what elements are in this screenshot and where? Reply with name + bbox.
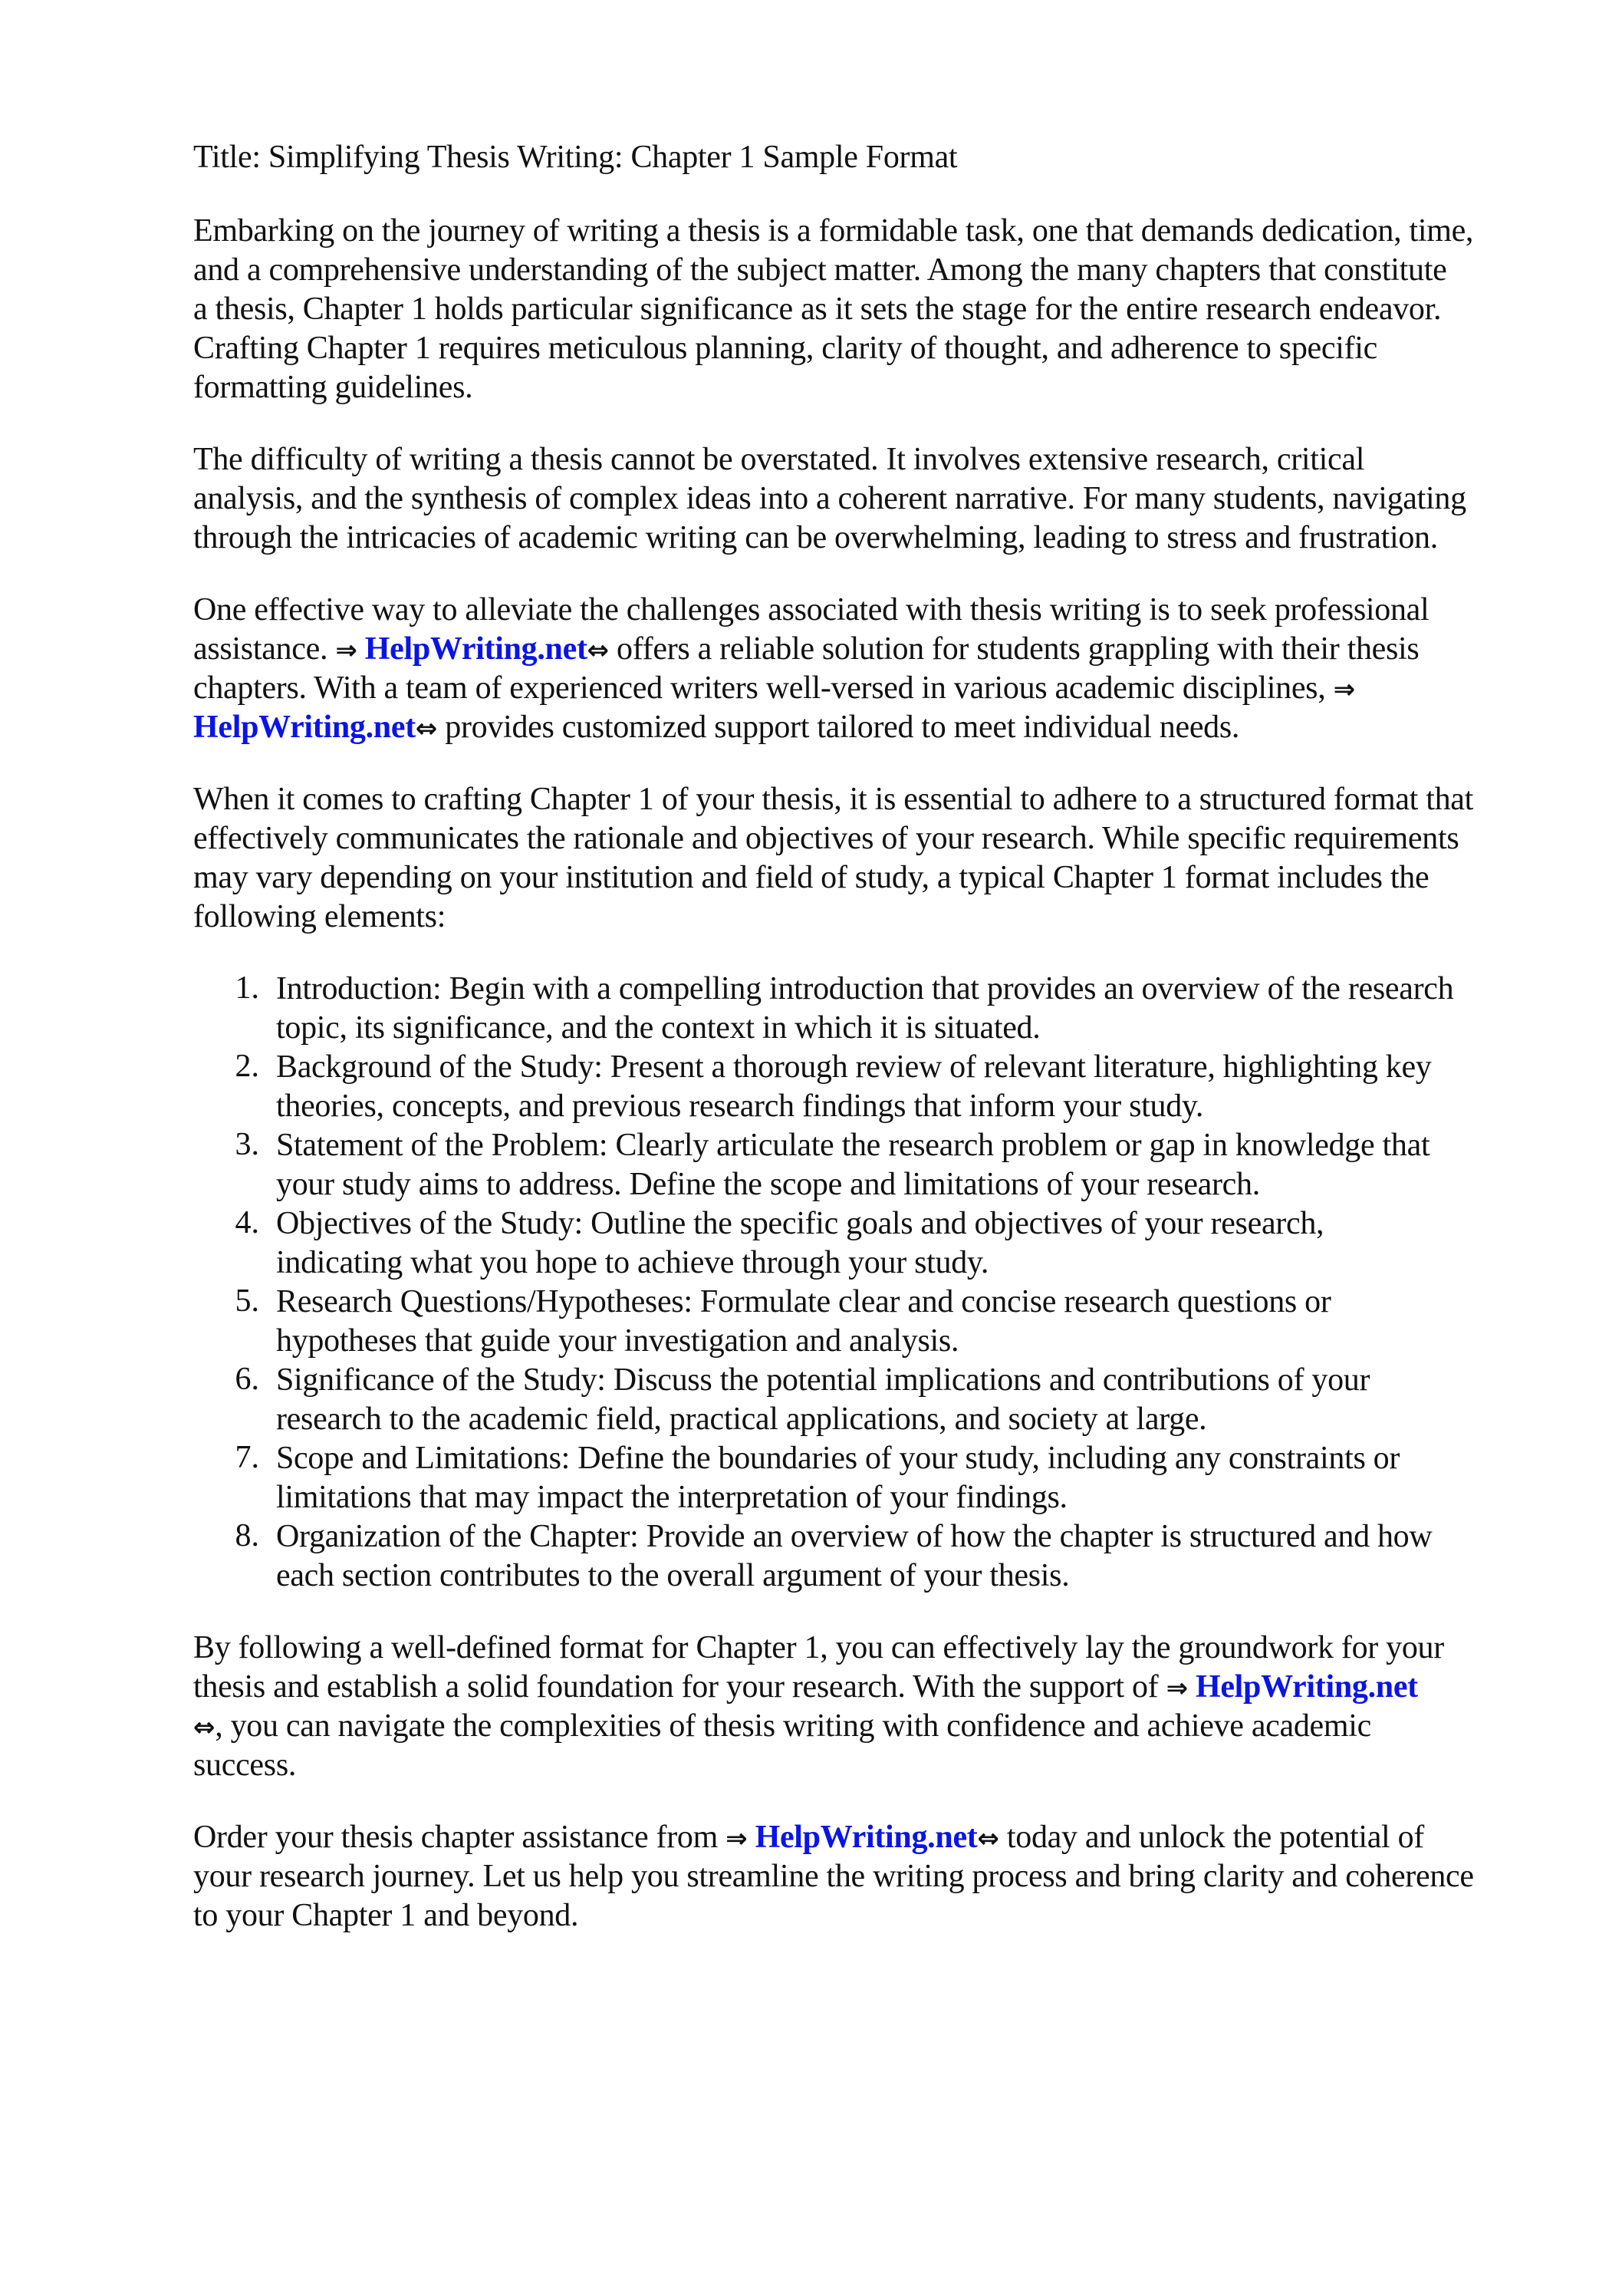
text-line (193, 440, 1574, 479)
text-line (193, 329, 1574, 368)
list-number: 4. (235, 1205, 259, 1240)
text-segment: chapters. With a team of experienced writers well-versed in various academic disciplines, (193, 670, 1334, 706)
helpwriting-link[interactable]: HelpWriting.net (364, 631, 587, 667)
double-arrow-both-icon: ⇔ (415, 713, 438, 744)
text-segment: and a comprehensive understanding of the subject matter. Among the many chapters that constitute (193, 252, 1447, 288)
text-segment (747, 1820, 755, 1855)
text-line (193, 1896, 1574, 1935)
list-item-text: hypotheses that guide your investigation and analysis. (276, 1323, 959, 1359)
double-arrow-right-icon: ⇒ (1166, 1673, 1188, 1704)
text-segment: may vary depending on your institution and field of study, a typical Chapter 1 format includes the (193, 860, 1430, 895)
text-line (193, 368, 1574, 407)
paragraph (193, 440, 1574, 558)
list-item-text: Background of the Study: Present a thorough review of relevant literature, highlighting key (276, 1049, 1432, 1085)
text-line (193, 819, 1574, 858)
double-arrow-right-icon: ⇒ (1333, 674, 1355, 705)
text-line (193, 212, 1574, 251)
text-line (193, 1818, 1574, 1857)
list-item-text: Statement of the Problem: Clearly articulate the research problem or gap in knowledge that (276, 1128, 1430, 1163)
paragraphs-before-list (193, 212, 1574, 937)
list-item-text: each section contributes to the overall argument of your thesis. (276, 1558, 1070, 1593)
list-item (193, 1517, 1574, 1596)
text-segment: assistance. (193, 631, 336, 667)
list-number: 7. (235, 1440, 259, 1475)
chapter-elements-list (193, 970, 1574, 1596)
text-segment: your research journey. Let us help you streamline the writing process and bring clarity and coherence (193, 1859, 1474, 1894)
list-item-text: limitations that may impact the interpretation of your findings. (276, 1480, 1068, 1515)
text-segment: effectively communicates the rationale and objectives of your research. While specific requirements (193, 821, 1459, 856)
double-arrow-both-icon: ⇔ (977, 1823, 999, 1854)
paragraph (193, 780, 1574, 937)
text-segment: to your Chapter 1 and beyond. (193, 1898, 579, 1933)
list-item-text: Objectives of the Study: Outline the specific goals and objectives of your research, (276, 1206, 1324, 1241)
list-item (193, 1439, 1574, 1517)
double-arrow-both-icon: ⇔ (587, 635, 609, 666)
text-segment: Embarking on the journey of writing a thesis is a formidable task, one that demands dedication, time, (193, 213, 1474, 249)
list-item (193, 1204, 1574, 1283)
text-line (193, 591, 1574, 630)
double-arrow-right-icon: ⇒ (335, 635, 357, 666)
paragraph (193, 1629, 1574, 1785)
paragraph (193, 591, 1574, 747)
text-line (193, 669, 1574, 708)
text-segment: a thesis, Chapter 1 holds particular significance as it sets the stage for the entire research endeavor. (193, 292, 1442, 327)
list-number: 8. (235, 1518, 259, 1553)
text-segment: today and unlock the potential of (999, 1820, 1424, 1855)
text-segment: Crafting Chapter 1 requires meticulous planning, clarity of thought, and adherence to specific (193, 331, 1377, 366)
list-number: 3. (235, 1127, 259, 1162)
document-title: Title: Simplifying Thesis Writing: Chapter 1 Sample Format (193, 140, 958, 175)
document-page (193, 138, 1574, 1968)
list-number: 1. (235, 970, 259, 1006)
list-item-text: Introduction: Begin with a compelling introduction that provides an overview of the research (276, 971, 1454, 1006)
text-segment: provides customized support tailored to meet individual needs. (437, 710, 1240, 745)
list-number: 6. (235, 1362, 259, 1397)
list-item-text: topic, its significance, and the context in which it is situated. (276, 1010, 1041, 1046)
list-item (193, 1283, 1574, 1361)
double-arrow-both-icon: ⇔ (193, 1712, 215, 1743)
text-segment (357, 631, 365, 667)
text-line (193, 479, 1574, 519)
text-line (193, 780, 1574, 819)
list-item-text: research to the academic field, practical applications, and society at large. (276, 1402, 1207, 1437)
list-item-text: theories, concepts, and previous research findings that inform your study. (276, 1089, 1204, 1124)
text-segment: formatting guidelines. (193, 370, 473, 405)
text-segment: success. (193, 1748, 297, 1783)
helpwriting-link[interactable]: HelpWriting.net (755, 1820, 978, 1855)
text-segment (1188, 1669, 1196, 1705)
text-segment: through the intricacies of academic writing can be overwhelming, leading to stress and frustration. (193, 520, 1438, 555)
double-arrow-right-icon: ⇒ (725, 1823, 748, 1854)
list-item (193, 970, 1574, 1048)
list-number: 5. (235, 1283, 259, 1319)
text-line (193, 708, 1574, 747)
helpwriting-link[interactable]: HelpWriting.net (193, 710, 416, 745)
text-segment: By following a well-defined format for Chapter 1, you can effectively lay the groundwork for your (193, 1630, 1444, 1665)
text-line (193, 251, 1574, 290)
list-item-text: Significance of the Study: Discuss the potential implications and contributions of your (276, 1362, 1370, 1398)
list-item-text: Scope and Limitations: Define the boundaries of your study, including any constraints or (276, 1441, 1400, 1476)
list-item-text: indicating what you hope to achieve through your study. (276, 1245, 989, 1280)
text-segment: , you can navigate the complexities of thesis writing with confidence and achieve academic (215, 1708, 1371, 1744)
text-segment: The difficulty of writing a thesis cannot be overstated. It involves extensive research, critical (193, 442, 1365, 477)
text-segment: following elements: (193, 899, 446, 934)
list-item-text: Research Questions/Hypotheses: Formulate clear and concise research questions or (276, 1284, 1331, 1319)
paragraphs-after-list (193, 1629, 1574, 1935)
list-item (193, 1361, 1574, 1439)
paragraph (193, 212, 1574, 407)
text-line (193, 1668, 1574, 1707)
text-segment: When it comes to crafting Chapter 1 of your thesis, it is essential to adhere to a structured format that (193, 782, 1474, 817)
text-segment: analysis, and the synthesis of complex ideas into a coherent narrative. For many students, navigating (193, 481, 1466, 516)
text-line (193, 290, 1574, 329)
text-line (193, 1707, 1574, 1746)
list-item-text: Organization of the Chapter: Provide an overview of how the chapter is structured and how (276, 1519, 1433, 1554)
text-line (193, 1857, 1574, 1896)
text-segment: One effective way to alleviate the challenges associated with thesis writing is to seek professional (193, 592, 1430, 628)
text-line (193, 1629, 1574, 1668)
list-item (193, 1048, 1574, 1126)
text-line (193, 858, 1574, 898)
list-item (193, 1126, 1574, 1204)
text-line (193, 1746, 1574, 1785)
text-segment: offers a reliable solution for students grappling with their thesis (608, 631, 1420, 667)
text-segment: thesis and establish a solid foundation for your research. With the support of (193, 1669, 1166, 1705)
paragraph (193, 1818, 1574, 1935)
text-segment: Order your thesis chapter assistance from (193, 1820, 726, 1855)
text-line (193, 898, 1574, 937)
list-number: 2. (235, 1049, 259, 1084)
text-line (193, 519, 1574, 558)
helpwriting-link[interactable]: HelpWriting.net (1195, 1669, 1418, 1705)
text-line (193, 630, 1574, 669)
list-item-text: your study aims to address. Define the scope and limitations of your research. (276, 1167, 1260, 1202)
